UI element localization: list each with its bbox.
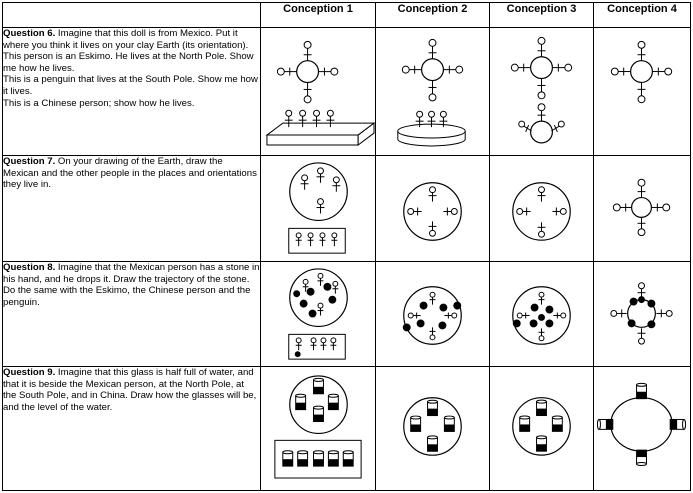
q8-c3-drawing bbox=[490, 262, 593, 366]
q7-conception-1 bbox=[261, 156, 376, 262]
q6-c2-round-disc bbox=[398, 111, 465, 146]
q8-conception-1 bbox=[261, 262, 376, 367]
q9-c3-drawing bbox=[490, 367, 593, 490]
q9-conception-1 bbox=[261, 367, 376, 491]
q6-c4-earth-with-dolls bbox=[611, 41, 671, 102]
q6-c3-drawing bbox=[490, 28, 593, 155]
question-8-row bbox=[3, 262, 691, 367]
header-conception-1: Conception 1 bbox=[261, 3, 376, 28]
header-conception-2: Conception 2 bbox=[376, 3, 490, 28]
header-conception-3: Conception 3 bbox=[490, 3, 594, 28]
q7-c2-drawing bbox=[376, 156, 489, 261]
header-row bbox=[3, 3, 691, 28]
conceptions-table bbox=[2, 2, 691, 491]
q8-c1-drawing bbox=[261, 262, 375, 366]
q6-c4-drawing bbox=[594, 28, 690, 155]
q6-conception-3 bbox=[490, 28, 594, 156]
question-9-row bbox=[3, 367, 691, 491]
q6-conception-2 bbox=[376, 28, 490, 156]
question-6-text bbox=[3, 28, 261, 156]
q7-c4-drawing bbox=[594, 156, 690, 261]
q9-c2-drawing bbox=[376, 367, 489, 490]
q6-conception-4 bbox=[594, 28, 691, 156]
q8-c4-drawing bbox=[594, 262, 690, 366]
q6-c3-earth-bottom bbox=[519, 104, 565, 143]
question-9-line-1: Imagine that this glass is half full of water, and that it is beside the Mexican person, at the North Pole, at the South Pole, and in China. Draw how the glasses will be, and the level of the water. bbox=[3, 367, 257, 413]
question-7-line-1: On your drawing of the Earth, draw the Mexican and the other people in the places and orientations they live in. bbox=[3, 156, 257, 191]
q7-c3-drawing bbox=[490, 156, 593, 261]
q8-conception-3 bbox=[490, 262, 594, 367]
question-7-row bbox=[3, 156, 691, 262]
q7-conception-4 bbox=[594, 156, 691, 262]
q6-c1-drawing bbox=[261, 28, 375, 155]
q7-conception-3 bbox=[490, 156, 594, 262]
q9-c1-earth bbox=[290, 376, 347, 433]
q8-c2-earth bbox=[403, 287, 461, 344]
q9-c4-earth bbox=[597, 383, 685, 465]
q6-c2-drawing bbox=[376, 28, 489, 155]
q6-c2-earth-with-dolls bbox=[402, 39, 462, 100]
question-6-line-1: Imagine that this doll is from Mexico. Put it where you think it lives on your clay Earth (its orientation). bbox=[3, 28, 249, 51]
q7-c4-earth bbox=[613, 179, 669, 235]
q7-c1-earth bbox=[290, 163, 347, 220]
q8-c1-flat-ground bbox=[289, 334, 345, 359]
header-conception-4: Conception 4 bbox=[594, 3, 691, 28]
question-6-line-2: This person is an Eskimo. He lives at the North Pole. Show me how he lives. bbox=[3, 51, 254, 74]
q7-c1-flat-ground bbox=[289, 228, 346, 253]
q8-c2-drawing bbox=[376, 262, 489, 366]
q9-conception-3 bbox=[490, 367, 594, 491]
q9-c3-earth bbox=[513, 398, 570, 455]
q9-c1-flat-ground bbox=[275, 441, 361, 479]
q6-conception-1 bbox=[261, 28, 376, 156]
q7-c1-drawing bbox=[261, 156, 375, 261]
question-7-label: Question 7. bbox=[3, 156, 56, 167]
question-6-line-3: This is a penguin that lives at the South Pole. Show me how it lives. bbox=[3, 74, 258, 97]
q9-c1-drawing bbox=[261, 367, 375, 490]
q6-c1-flat-slab bbox=[267, 110, 374, 145]
q7-c3-earth bbox=[513, 183, 570, 240]
q8-conception-2 bbox=[376, 262, 490, 367]
q8-c4-earth bbox=[611, 283, 672, 344]
question-6-line-4: This is a Chinese person; show how he lives. bbox=[3, 97, 195, 109]
question-8-label: Question 8. bbox=[3, 262, 56, 274]
q9-conception-4 bbox=[594, 367, 691, 491]
q9-conception-2 bbox=[376, 367, 490, 491]
q6-c3-earth-top bbox=[511, 37, 571, 98]
question-9-label: Question 9. bbox=[3, 367, 56, 379]
header-blank bbox=[3, 3, 261, 28]
q8-conception-4 bbox=[594, 262, 691, 367]
question-7-text bbox=[3, 156, 261, 262]
q7-conception-2 bbox=[376, 156, 490, 262]
question-8-text bbox=[3, 262, 261, 367]
q8-c3-earth bbox=[513, 287, 570, 344]
q8-c1-earth bbox=[290, 269, 347, 326]
q9-c4-drawing bbox=[594, 367, 690, 490]
q9-c2-earth bbox=[404, 398, 461, 455]
q7-c2-earth bbox=[404, 183, 461, 240]
question-8-line-1: Imagine that the Mexican person has a stone in his hand, and he drops it. Draw the trajectory of the stone. Do the same with the Eskimo, the Chinese person and the penguin. bbox=[3, 262, 260, 308]
question-6-label: Question 6. bbox=[3, 28, 56, 39]
question-9-text bbox=[3, 367, 261, 491]
question-6-row bbox=[3, 28, 691, 156]
q6-c1-earth-with-dolls bbox=[277, 41, 337, 102]
